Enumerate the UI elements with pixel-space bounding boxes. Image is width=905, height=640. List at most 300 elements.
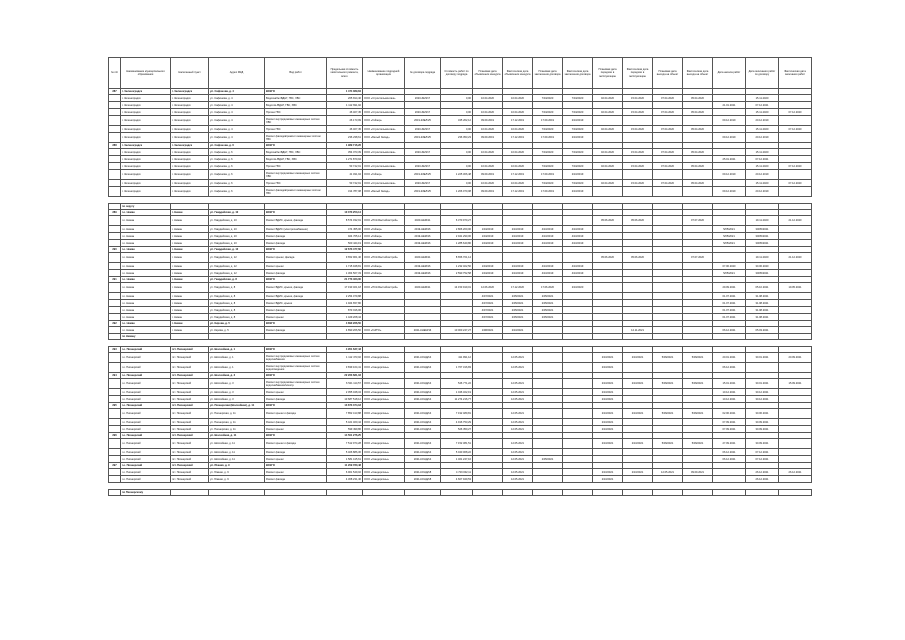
table-cell: 2/05/2021 bbox=[503, 314, 533, 321]
table-cell: 2020-НЕМ/11 bbox=[405, 283, 441, 293]
table-cell bbox=[563, 102, 593, 109]
table-cell bbox=[653, 156, 683, 163]
table-cell bbox=[653, 197, 683, 204]
table-cell: г.о. Пионерский bbox=[121, 353, 171, 363]
table-cell: ООО «Сандерсоны» bbox=[363, 439, 405, 449]
table-cell bbox=[683, 156, 713, 163]
table-cell bbox=[623, 490, 653, 496]
table-row bbox=[109, 449, 812, 456]
table-cell bbox=[623, 133, 653, 143]
table-cell bbox=[405, 293, 441, 300]
table-cell bbox=[653, 300, 683, 307]
table-cell: 05.06.2020 bbox=[593, 253, 623, 263]
table-cell: г.о. Пионерский bbox=[121, 469, 171, 476]
table-cell bbox=[593, 307, 623, 314]
table-row bbox=[109, 226, 812, 233]
table-cell: 7 512 974,28 bbox=[327, 439, 363, 449]
table-cell: 10.04.2020 bbox=[473, 163, 503, 170]
column-header: Фактическая дата передачи в эксплуатацию bbox=[623, 58, 653, 89]
table-cell bbox=[683, 187, 713, 197]
table-cell: 4/10/2019 bbox=[563, 233, 593, 240]
table-cell bbox=[623, 197, 653, 204]
table-cell bbox=[121, 340, 171, 347]
table-cell bbox=[653, 133, 683, 143]
table-cell bbox=[109, 149, 121, 156]
table-cell: 27.09.2021 bbox=[713, 439, 746, 449]
table-cell: 9 652 961,46 bbox=[327, 253, 363, 263]
table-cell: по Неману bbox=[121, 334, 171, 340]
table-cell: 05.06.2020 bbox=[623, 253, 653, 263]
table-cell bbox=[713, 95, 746, 102]
table-cell: 17.12.2020 bbox=[503, 283, 533, 293]
table-row bbox=[109, 133, 812, 143]
table-cell: 7/04/2020 bbox=[533, 109, 563, 116]
table-cell bbox=[473, 156, 503, 163]
table-cell: 05.04.2020 bbox=[683, 180, 713, 187]
table-cell: 15.11.2020 bbox=[746, 149, 779, 156]
table-cell: 1 461 247,16 bbox=[441, 456, 473, 463]
table-cell: 2/05/2021 bbox=[533, 456, 563, 463]
table-cell bbox=[109, 340, 121, 347]
table-cell: 1/04/2019 bbox=[473, 226, 503, 233]
table-cell: 2021-КОНД/14 bbox=[405, 439, 441, 449]
table-cell: 5 406 886,36 bbox=[327, 449, 363, 456]
table-cell bbox=[653, 456, 683, 463]
table-cell bbox=[121, 483, 171, 490]
table-cell: 2 590 752,58 bbox=[441, 270, 473, 277]
table-cell: г. Зеленоградск bbox=[121, 156, 171, 163]
table-cell: пгт. Пионерский bbox=[171, 389, 209, 396]
table-cell bbox=[593, 133, 623, 143]
table-cell bbox=[713, 197, 746, 204]
table-cell: Ремонт внутридомовых инженерных систем ХВС bbox=[265, 170, 327, 180]
table-cell: 07.12.2021 bbox=[746, 156, 779, 163]
table-cell bbox=[473, 197, 503, 204]
table-cell bbox=[109, 353, 121, 363]
table-cell: 02.04.2020 bbox=[593, 149, 623, 156]
table-cell: ООО «Сандерсоны» bbox=[363, 476, 405, 483]
table-cell bbox=[653, 187, 683, 197]
table-cell bbox=[779, 233, 812, 240]
table-cell: ул. Сафонова, д. 6 bbox=[209, 156, 265, 163]
table-cell: 10 000 247,27 bbox=[441, 327, 473, 334]
table-cell: 07.07.2020 bbox=[683, 253, 713, 263]
table-cell bbox=[623, 187, 653, 197]
table-cell: 1 112 473,02 bbox=[327, 353, 363, 363]
table-cell: 7 152 381,51 bbox=[441, 439, 473, 449]
table-cell bbox=[653, 240, 683, 247]
column-header: Плановая дата выхода на объект bbox=[653, 58, 683, 89]
table-cell: 17.06.2020 bbox=[533, 283, 563, 293]
table-cell: 12.05.2021 bbox=[653, 469, 683, 476]
table-cell: 30.09.2021 bbox=[746, 439, 779, 449]
table-cell: г. Неман bbox=[171, 300, 209, 307]
table-cell: ул. Пионерская (Шоссейная), д. 11 bbox=[209, 403, 265, 409]
table-cell bbox=[623, 233, 653, 240]
table-cell bbox=[653, 363, 683, 373]
table-cell: г. Зеленоградск bbox=[171, 95, 209, 102]
table-cell bbox=[683, 293, 713, 300]
table-cell: г. Зеленоградск bbox=[171, 109, 209, 116]
table-cell bbox=[405, 340, 441, 347]
table-cell: г. Неман bbox=[171, 277, 209, 283]
table-cell: пгт. Пионерский bbox=[171, 409, 209, 419]
table-cell: ул. Южная, д. 9 bbox=[209, 469, 265, 476]
table-cell bbox=[653, 314, 683, 321]
table-cell bbox=[563, 456, 593, 463]
table-cell: г.о. Пионерский bbox=[121, 456, 171, 463]
table-cell: 2019-КЗЕЛ/25 bbox=[405, 170, 441, 180]
table-cell bbox=[563, 379, 593, 389]
table-cell: ВСЕГО bbox=[265, 247, 327, 253]
table-cell: 07.04.2020 bbox=[653, 180, 683, 187]
table-cell: по Пионерскому bbox=[121, 490, 171, 496]
table-cell: 4/10/2019 bbox=[563, 226, 593, 233]
table-cell: ВСЕГО bbox=[265, 210, 327, 216]
table-cell bbox=[623, 226, 653, 233]
table-cell bbox=[171, 490, 209, 496]
table-cell bbox=[653, 293, 683, 300]
table-row bbox=[109, 396, 812, 403]
table-cell: г.о. Неман bbox=[121, 321, 171, 327]
table-cell: г.о. Пионерский bbox=[121, 419, 171, 426]
table-row bbox=[109, 126, 812, 133]
table-cell bbox=[653, 389, 683, 396]
table-cell: ул. Гвардейская, д. 12 bbox=[209, 270, 265, 277]
table-cell: 292 bbox=[109, 321, 121, 327]
table-cell: ул. Гвардейская, д. 8 bbox=[209, 293, 265, 300]
table-cell bbox=[563, 314, 593, 321]
table-cell bbox=[683, 327, 713, 334]
table-cell: 2020-НЕМ/11 bbox=[405, 253, 441, 263]
table-cell: 2/05/2021 bbox=[503, 307, 533, 314]
table-cell bbox=[779, 95, 812, 102]
table-cell: ул. Сафонова, д. 4 bbox=[209, 102, 265, 109]
table-row bbox=[109, 409, 812, 419]
table-cell bbox=[683, 456, 713, 463]
table-cell bbox=[683, 340, 713, 347]
table-cell bbox=[779, 456, 812, 463]
table-cell: 2/10/2021 bbox=[593, 439, 623, 449]
table-cell: ул. Сафонова, д. 6 bbox=[209, 187, 265, 197]
table-cell: ул. Шоссейная, д. 11 bbox=[209, 433, 265, 439]
table-cell: 15.11.2020 bbox=[746, 163, 779, 170]
table-cell: 2/10/2019 bbox=[503, 226, 533, 233]
table-cell: 1 206 070,08 bbox=[441, 187, 473, 197]
table-cell: г. Неман bbox=[171, 216, 209, 226]
table-cell bbox=[109, 456, 121, 463]
table-cell: ООО «Сандерсоны» bbox=[363, 419, 405, 426]
table-cell bbox=[683, 197, 713, 204]
table-cell: 12.05.2021 bbox=[503, 363, 533, 373]
table-cell: г.о. Неман bbox=[121, 247, 171, 253]
table-cell bbox=[327, 197, 363, 204]
table-cell bbox=[563, 426, 593, 433]
table-cell: 1/04/2019 bbox=[473, 240, 503, 247]
table-row bbox=[109, 379, 812, 389]
table-cell: г. Неман bbox=[171, 283, 209, 293]
table-cell: пгт. Пионерский bbox=[171, 476, 209, 483]
table-cell: 288 bbox=[109, 143, 121, 149]
table-cell bbox=[713, 469, 746, 476]
table-cell: 15.04.2020 bbox=[623, 180, 653, 187]
table-cell: 30/05/2021 bbox=[746, 233, 779, 240]
table-cell: г. Зеленоградск bbox=[121, 187, 171, 197]
table-cell: 30.12.2021 bbox=[746, 389, 779, 396]
table-cell: ООО «Сандерсоны» bbox=[363, 353, 405, 363]
table-cell bbox=[653, 307, 683, 314]
table-cell: по округу bbox=[121, 204, 171, 210]
table-cell bbox=[779, 293, 812, 300]
table-cell: 07.04.2020 bbox=[653, 109, 683, 116]
table-cell: 21 773 463,00 bbox=[327, 277, 363, 283]
table-cell: ул. Шоссейная, д. 3 bbox=[209, 396, 265, 403]
table-cell: г. Неман bbox=[171, 327, 209, 334]
table-cell: 296 bbox=[109, 433, 121, 439]
table-cell bbox=[563, 476, 593, 483]
table-cell bbox=[533, 253, 563, 263]
table-cell bbox=[653, 116, 683, 126]
table-cell: 2021-КОНД/18 bbox=[405, 469, 441, 476]
table-cell bbox=[623, 170, 653, 180]
table-cell: 2 254 079,88 bbox=[327, 293, 363, 300]
table-cell: 14.11.2021 bbox=[623, 327, 653, 334]
table-cell bbox=[653, 283, 683, 293]
table-cell bbox=[623, 307, 653, 314]
table-cell: Ремонт фасада bbox=[265, 449, 327, 456]
table-cell: 4/10/2019 bbox=[563, 270, 593, 277]
table-cell bbox=[563, 449, 593, 456]
table-cell: пгт. Пионерский bbox=[171, 426, 209, 433]
table-cell: г. Зеленоградск bbox=[171, 187, 209, 197]
table-cell bbox=[363, 307, 405, 314]
table-cell bbox=[623, 426, 653, 433]
table-cell: 15.01.2021 bbox=[713, 379, 746, 389]
table-cell bbox=[473, 419, 503, 426]
table-cell: 0,00 bbox=[441, 180, 473, 187]
table-cell: 2/05/2021 bbox=[503, 293, 533, 300]
table-cell: 7/04/2020 bbox=[563, 126, 593, 133]
table-cell bbox=[533, 490, 563, 496]
table-cell bbox=[623, 283, 653, 293]
table-cell: ООО «Строительмонтаж» bbox=[363, 180, 405, 187]
table-cell bbox=[779, 149, 812, 156]
table-cell bbox=[405, 307, 441, 314]
table-cell bbox=[779, 156, 812, 163]
table-cell: г.о. Неман bbox=[121, 293, 171, 300]
table-cell bbox=[533, 419, 563, 426]
table-cell bbox=[779, 187, 812, 197]
table-cell: Прочее ГВС bbox=[265, 109, 327, 116]
column-header: Плановая дата заключения договора bbox=[533, 58, 563, 89]
table-cell: 4 308 231,46 bbox=[327, 476, 363, 483]
table-cell bbox=[109, 133, 121, 143]
table-cell bbox=[779, 197, 812, 204]
table-cell bbox=[593, 263, 623, 270]
table-cell: г. Зеленоградск bbox=[121, 116, 171, 126]
table-cell: 12.05.2021 bbox=[503, 426, 533, 433]
table-cell: ООО «Сандерсоны» bbox=[363, 426, 405, 433]
table-cell: Ремонт ВДИС, крыши, фасада bbox=[265, 293, 327, 300]
table-cell: 12.06.2020 bbox=[473, 283, 503, 293]
table-cell: ул. Шоссейная, д. 3 bbox=[209, 373, 265, 379]
table-cell: ул. Шоссейная, д. 1 bbox=[209, 353, 265, 363]
table-cell: 5 040 068,22 bbox=[441, 449, 473, 456]
table-cell: 12.05.2021 bbox=[503, 469, 533, 476]
table-cell: Ремонт фасада bbox=[265, 327, 327, 334]
table-cell: ул. Пионерская, д. 11 bbox=[209, 409, 265, 419]
table-cell bbox=[473, 340, 503, 347]
table-cell: 17.09.2019 bbox=[533, 133, 563, 143]
table-cell bbox=[109, 283, 121, 293]
table-cell: 2/10/2021 bbox=[593, 389, 623, 396]
table-cell bbox=[623, 396, 653, 403]
table-cell bbox=[171, 340, 209, 347]
table-cell: 41 491,94 bbox=[327, 170, 363, 180]
table-cell: 1 285 640,80 bbox=[441, 240, 473, 247]
table-cell: 01.07.2021 bbox=[713, 307, 746, 314]
table-cell bbox=[683, 170, 713, 180]
table-cell bbox=[593, 102, 623, 109]
table-row bbox=[109, 240, 812, 247]
table-cell: ул. Кирова, д. 5 bbox=[209, 327, 265, 334]
table-cell bbox=[405, 156, 441, 163]
table-cell bbox=[109, 469, 121, 476]
table-cell bbox=[503, 102, 533, 109]
table-cell: 46 407,45 bbox=[327, 109, 363, 116]
column-header: Дата начала работ bbox=[713, 58, 746, 89]
table-cell bbox=[473, 490, 503, 496]
table-cell: 5 421 460,44 bbox=[327, 419, 363, 426]
table-cell: 2/10/2019 bbox=[503, 263, 533, 270]
table-cell: пгт. Пионерский bbox=[171, 379, 209, 389]
table-cell: ул. Сафонова, д. 4 bbox=[209, 95, 265, 102]
table-cell: 2/10/2021 bbox=[623, 469, 653, 476]
column-header: Плановая дата объявления конкурса bbox=[473, 58, 503, 89]
table-cell: 2021-КОНД/14 bbox=[405, 379, 441, 389]
table-cell: 546 771,22 bbox=[441, 379, 473, 389]
table-cell bbox=[593, 314, 623, 321]
table-row bbox=[109, 197, 812, 204]
table-cell: 354 073,39 bbox=[327, 149, 363, 156]
table-cell bbox=[441, 102, 473, 109]
table-cell bbox=[363, 102, 405, 109]
table-cell: 09.12.2019 bbox=[713, 116, 746, 126]
table-cell bbox=[109, 102, 121, 109]
table-cell: 30.06.2020 bbox=[746, 263, 779, 270]
table-cell: Ремонт крыши bbox=[265, 456, 327, 463]
table-cell: г. Неман bbox=[171, 321, 209, 327]
table-cell: 2/10/2021 bbox=[593, 476, 623, 483]
table-cell: 12.05.2021 bbox=[503, 456, 533, 463]
table-cell: ООО «Гейзер» bbox=[363, 240, 405, 247]
table-cell: 297 bbox=[109, 463, 121, 469]
table-cell bbox=[109, 109, 121, 116]
table-cell bbox=[623, 389, 653, 396]
table-cell bbox=[109, 476, 121, 483]
table-cell bbox=[503, 483, 533, 490]
table-cell: ул. Шоссейная, д. 11 bbox=[209, 439, 265, 449]
table-cell: 500 444,19 bbox=[327, 240, 363, 247]
table-cell bbox=[623, 270, 653, 277]
table-cell bbox=[563, 216, 593, 226]
table-cell: 05.04.2020 bbox=[683, 109, 713, 116]
table-cell: г. Зеленоградск bbox=[121, 95, 171, 102]
table-cell: Ремонт крыши bbox=[265, 426, 327, 433]
table-cell bbox=[533, 409, 563, 419]
table-cell: 07.12.2020 bbox=[779, 109, 812, 116]
column-header: Наименование подрядной организации bbox=[363, 58, 405, 89]
table-cell: 46 407,45 bbox=[327, 126, 363, 133]
table-cell: 07.09.2021 bbox=[713, 426, 746, 433]
table-cell: 4/10/2019 bbox=[533, 270, 563, 277]
table-cell: г. Неман bbox=[171, 233, 209, 240]
table-cell: ул. Пионерская, д. 11 bbox=[209, 426, 265, 433]
table-cell: 19.11.2020 bbox=[746, 253, 779, 263]
table-cell: 07.12.2021 bbox=[746, 102, 779, 109]
table-cell: 8 656 701,14 bbox=[441, 253, 473, 263]
table-cell bbox=[405, 197, 441, 204]
table-cell: 599 499,86 bbox=[327, 426, 363, 433]
table-cell: 287 bbox=[109, 89, 121, 95]
table-cell bbox=[533, 449, 563, 456]
table-cell: 294 bbox=[109, 373, 121, 379]
table-cell: 15.04.2020 bbox=[623, 163, 653, 170]
table-cell bbox=[109, 95, 121, 102]
table-cell: 07.04.2020 bbox=[653, 163, 683, 170]
table-cell bbox=[779, 240, 812, 247]
table-cell: 2/10/2021 bbox=[593, 426, 623, 433]
table-cell: 21.12.2020 bbox=[779, 253, 812, 263]
table-cell: 3 839 164,41 bbox=[327, 363, 363, 373]
table-cell bbox=[563, 253, 593, 263]
column-header: Предельная стоимость капитального ремонта, всего bbox=[327, 58, 363, 89]
table-cell bbox=[109, 240, 121, 247]
table-cell bbox=[533, 439, 563, 449]
table-cell: 05.06.2020 bbox=[593, 216, 623, 226]
table-cell: г. Зеленоградск bbox=[171, 170, 209, 180]
table-cell bbox=[683, 419, 713, 426]
table-cell bbox=[109, 263, 121, 270]
table-cell: 2/10/2019 bbox=[503, 240, 533, 247]
table-cell bbox=[171, 483, 209, 490]
table-cell: 15.11.2020 bbox=[746, 180, 779, 187]
table-cell: г.о. Пионерский bbox=[121, 463, 171, 469]
table-cell: ООО «Сандерсоны» bbox=[363, 363, 405, 373]
table-cell: 8 574 032,91 bbox=[327, 216, 363, 226]
table-cell: Водоснабж./ВДНГ, ГВС, ХВС bbox=[265, 95, 327, 102]
table-cell: 26 173,99 bbox=[327, 116, 363, 126]
table-row bbox=[109, 300, 812, 307]
table-cell: Ремонт крыши bbox=[265, 314, 327, 321]
table-row bbox=[109, 170, 812, 180]
table-cell bbox=[683, 490, 713, 496]
table-cell: ул. Сафонова, д. 4 bbox=[209, 116, 265, 126]
table-cell bbox=[109, 307, 121, 314]
table-cell bbox=[653, 263, 683, 270]
table-row bbox=[109, 216, 812, 226]
table-cell: ООО «Строительмонтаж» bbox=[363, 163, 405, 170]
table-cell bbox=[653, 270, 683, 277]
table-cell: 19.11.2020 bbox=[746, 216, 779, 226]
table-cell: г.о. Неман bbox=[121, 263, 171, 270]
table-cell: 07.12.2021 bbox=[746, 449, 779, 456]
table-cell: ул. Гвардейская, д. 10 bbox=[209, 240, 265, 247]
table-cell: пгт. Пионерский bbox=[171, 363, 209, 373]
table-cell: 2021-КОНД/14 bbox=[405, 419, 441, 426]
table-cell: г.о. Пионерский bbox=[121, 433, 171, 439]
table-cell: 2/10/2019 bbox=[563, 187, 593, 197]
